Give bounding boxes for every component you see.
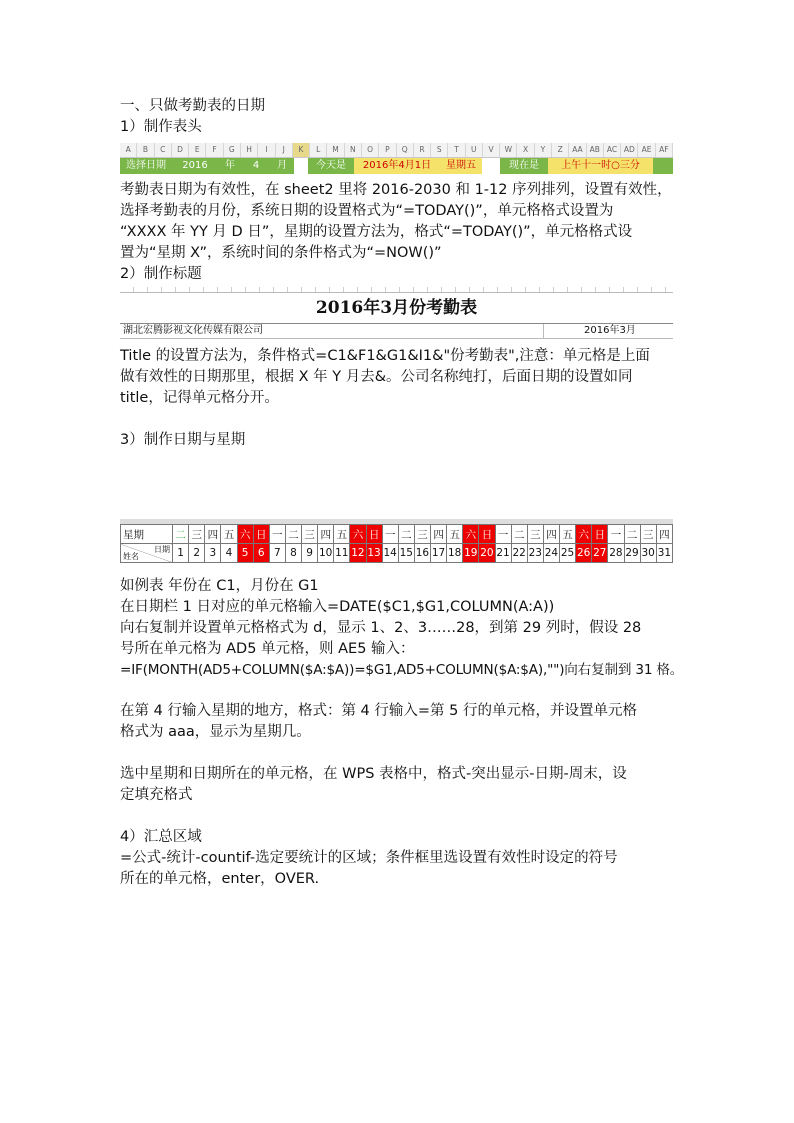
month-cell: 4 bbox=[252, 160, 260, 171]
weekday-cell: 日 bbox=[592, 525, 608, 544]
paragraph: 在日期栏 1 日对应的单元格输入=DATE($C1,$G1,COLUMN(A:A)) bbox=[120, 599, 555, 615]
today-date: 2016年4月1日 bbox=[354, 158, 440, 174]
header-screenshot bbox=[120, 143, 673, 173]
day-row bbox=[121, 544, 673, 563]
column-letter: R bbox=[414, 143, 431, 157]
day-cell: 10 bbox=[318, 544, 334, 563]
weekday-cell: 二 bbox=[285, 525, 301, 544]
day-cell: 21 bbox=[495, 544, 511, 563]
column-letter: AE bbox=[638, 143, 655, 157]
year-unit: 年 bbox=[225, 160, 235, 171]
column-letter: O bbox=[362, 143, 379, 157]
day-cell: 16 bbox=[414, 544, 430, 563]
section-2-title: 2）制作标题 bbox=[120, 266, 202, 282]
day-cell: 11 bbox=[334, 544, 350, 563]
weekday-cell: 四 bbox=[431, 525, 447, 544]
weekday-cell: 五 bbox=[334, 525, 350, 544]
column-letter: J bbox=[276, 143, 293, 157]
paragraph: 选择考勤表的月份，系统日期的设置格式为“=TODAY()”，单元格格式设置为 bbox=[120, 203, 614, 219]
title-screenshot bbox=[120, 287, 673, 339]
today-label: 今天是 bbox=[316, 160, 346, 171]
paragraph: 向右复制并设置单元格格式为 d，显示 1、2、3……28，到第 29 列时，假设 28 bbox=[120, 620, 642, 636]
day-cell: 13 bbox=[366, 544, 382, 563]
date-name-header bbox=[121, 544, 173, 563]
paragraph: 格式为 aaa，显示为星期几。 bbox=[120, 724, 311, 740]
section-1-title: 1）制作表头 bbox=[120, 119, 202, 135]
weekday-cell: 日 bbox=[366, 525, 382, 544]
weekday-cell: 五 bbox=[221, 525, 237, 544]
paragraph: 置为“星期 X”，系统时间的条件格式为“=NOW()” bbox=[120, 245, 442, 261]
paragraph: 定填充格式 bbox=[120, 787, 193, 803]
weekday-cell: 六 bbox=[463, 525, 479, 544]
paragraph: 号所在单元格为 AD5 单元格，则 AE5 输入： bbox=[120, 641, 415, 657]
date-week-table bbox=[120, 524, 673, 563]
day-cell: 20 bbox=[479, 544, 495, 563]
blank-cell bbox=[482, 158, 500, 174]
day-cell: 6 bbox=[253, 544, 269, 563]
day-cell: 27 bbox=[592, 544, 608, 563]
column-letter: U bbox=[466, 143, 483, 157]
column-letter: W bbox=[500, 143, 517, 157]
day-cell: 29 bbox=[624, 544, 640, 563]
select-date-label: 选择日期 bbox=[126, 160, 166, 171]
week-label: 星期 bbox=[121, 525, 173, 544]
heading-1: 一、只做考勤表的日期 bbox=[120, 98, 265, 114]
header-bar bbox=[120, 158, 673, 174]
paragraph: 考勤表日期为有效性，在 sheet2 里将 2016-2030 和 1-12 序列排列，设置有效性， bbox=[120, 182, 672, 198]
day-cell: 22 bbox=[511, 544, 527, 563]
column-letter: N bbox=[345, 143, 362, 157]
paragraph: =IF(MONTH(AD5+COLUMN($A:$A))=$G1,AD5+COLUMN($A:$A),"")向右复制到 31 格。 bbox=[120, 662, 684, 678]
day-cell: 31 bbox=[656, 544, 672, 563]
weekday-cell: 三 bbox=[414, 525, 430, 544]
day-cell: 5 bbox=[237, 544, 253, 563]
weekday-cell: 二 bbox=[511, 525, 527, 544]
paragraph: =公式-统计-countif-选定要统计的区域；条件框里选设置有效性时设定的符号 bbox=[120, 850, 618, 866]
column-letter: D bbox=[172, 143, 189, 157]
sheet-title: 2016年3月份考勤表 bbox=[120, 293, 673, 324]
day-cell: 26 bbox=[576, 544, 592, 563]
day-cell: 23 bbox=[527, 544, 543, 563]
weekday-cell: 五 bbox=[560, 525, 576, 544]
column-letter: C bbox=[155, 143, 172, 157]
column-letter: F bbox=[206, 143, 223, 157]
paragraph: 如例表 年份在 C1，月份在 G1 bbox=[120, 578, 319, 594]
date-label: 日期 bbox=[154, 545, 170, 554]
weekday-cell: 日 bbox=[479, 525, 495, 544]
month-unit: 月 bbox=[277, 160, 287, 171]
company-name: 湖北宏腾影视文化传媒有限公司 bbox=[120, 324, 544, 338]
blank-cell bbox=[294, 158, 308, 174]
trailing-cell bbox=[653, 158, 673, 174]
weekday-cell: 五 bbox=[447, 525, 463, 544]
column-letter: G bbox=[224, 143, 241, 157]
column-letter: Q bbox=[397, 143, 414, 157]
column-letter: S bbox=[431, 143, 448, 157]
column-letter: H bbox=[241, 143, 258, 157]
weekday-cell: 日 bbox=[253, 525, 269, 544]
weekday-cell: 六 bbox=[576, 525, 592, 544]
column-letter: AD bbox=[621, 143, 638, 157]
column-letters bbox=[120, 143, 673, 158]
day-cell: 25 bbox=[560, 544, 576, 563]
weekday-row bbox=[121, 525, 673, 544]
weekday-cell: 二 bbox=[624, 525, 640, 544]
column-letter: AF bbox=[656, 143, 673, 157]
paragraph: 所在的单元格，enter，OVER. bbox=[120, 871, 320, 887]
column-letter: P bbox=[379, 143, 396, 157]
weekday-cell: 四 bbox=[656, 525, 672, 544]
column-letter: K bbox=[293, 143, 310, 157]
year-cell: 2016 bbox=[182, 160, 208, 171]
weekday-cell: 一 bbox=[495, 525, 511, 544]
day-cell: 14 bbox=[382, 544, 398, 563]
day-cell: 24 bbox=[543, 544, 559, 563]
day-cell: 2 bbox=[189, 544, 205, 563]
day-cell: 3 bbox=[205, 544, 221, 563]
weekday-cell: 三 bbox=[189, 525, 205, 544]
section-4-title: 4）汇总区域 bbox=[120, 829, 202, 845]
day-cell: 1 bbox=[173, 544, 189, 563]
now-time: 上午十一时○三分 bbox=[548, 158, 653, 174]
day-cell: 8 bbox=[285, 544, 301, 563]
paragraph: 选中星期和日期所在的单元格，在 WPS 表格中，格式-突出显示-日期-周末，设 bbox=[120, 766, 627, 782]
weekday-cell: 六 bbox=[350, 525, 366, 544]
weekday-cell: 四 bbox=[318, 525, 334, 544]
day-cell: 19 bbox=[463, 544, 479, 563]
weekday-cell: 一 bbox=[608, 525, 624, 544]
paragraph: Title 的设置方法为，条件格式=C1&F1&G1&I1&"份考勤表",注意：单元格是上面 bbox=[120, 348, 650, 364]
column-letter: AA bbox=[569, 143, 586, 157]
day-cell: 12 bbox=[350, 544, 366, 563]
day-cell: 15 bbox=[398, 544, 414, 563]
column-letter: E bbox=[189, 143, 206, 157]
day-cell: 18 bbox=[447, 544, 463, 563]
column-letter: A bbox=[120, 143, 137, 157]
paragraph: “XXXX 年 YY 月 D 日”，星期的设置方法为，格式“=TODAY()”，单元格格式设 bbox=[120, 224, 633, 240]
weekday-cell: 四 bbox=[205, 525, 221, 544]
day-cell: 9 bbox=[302, 544, 318, 563]
now-label: 现在是 bbox=[509, 160, 539, 171]
column-letter: AC bbox=[604, 143, 621, 157]
today-week: 星期五 bbox=[440, 158, 482, 174]
day-cell: 4 bbox=[221, 544, 237, 563]
column-letter: V bbox=[483, 143, 500, 157]
weekday-cell: 三 bbox=[527, 525, 543, 544]
date-week-screenshot bbox=[120, 519, 673, 564]
column-letter: X bbox=[517, 143, 534, 157]
weekday-cell: 二 bbox=[173, 525, 189, 544]
weekday-cell: 三 bbox=[302, 525, 318, 544]
paragraph: 做有效性的日期那里，根据 X 年 Y 月去&。公司名称纯打，后面日期的设置如同 bbox=[120, 369, 633, 385]
day-cell: 30 bbox=[640, 544, 656, 563]
weekday-cell: 六 bbox=[237, 525, 253, 544]
day-cell: 28 bbox=[608, 544, 624, 563]
column-letter: Z bbox=[552, 143, 569, 157]
day-cell: 17 bbox=[431, 544, 447, 563]
weekday-cell: 一 bbox=[269, 525, 285, 544]
column-letter: M bbox=[327, 143, 344, 157]
column-letter: Y bbox=[535, 143, 552, 157]
column-letter: I bbox=[258, 143, 275, 157]
section-3-title: 3）制作日期与星期 bbox=[120, 432, 246, 448]
column-letter: L bbox=[310, 143, 327, 157]
weekday-cell: 一 bbox=[382, 525, 398, 544]
weekday-cell: 三 bbox=[640, 525, 656, 544]
column-letter: AB bbox=[587, 143, 604, 157]
title-subrow bbox=[120, 324, 673, 339]
column-letter: T bbox=[448, 143, 465, 157]
sheet-date: 2016年3月 bbox=[584, 325, 636, 336]
column-letter: B bbox=[137, 143, 154, 157]
day-cell: 7 bbox=[269, 544, 285, 563]
weekday-cell: 四 bbox=[543, 525, 559, 544]
name-label: 姓名 bbox=[123, 552, 139, 561]
paragraph: 在第 4 行输入星期的地方，格式：第 4 行输入=第 5 行的单元格，并设置单元格 bbox=[120, 703, 637, 719]
weekday-cell: 二 bbox=[398, 525, 414, 544]
paragraph: title，记得单元格分开。 bbox=[120, 390, 279, 406]
